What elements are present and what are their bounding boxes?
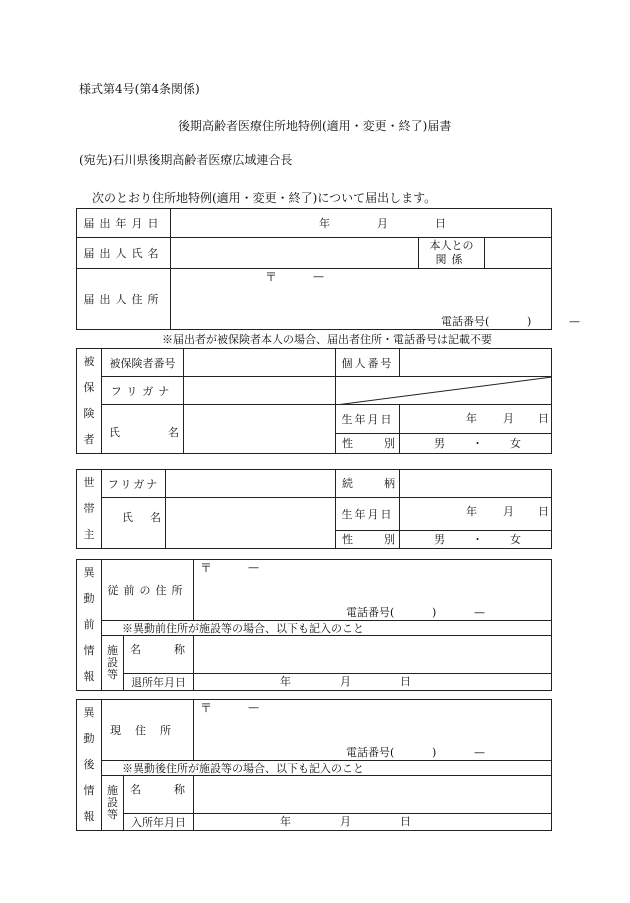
- insured-name-field[interactable]: [184, 405, 336, 454]
- notify-date-label: 届出年月日: [77, 209, 171, 238]
- before-address-field[interactable]: 〒 — 電話番号( ) —: [194, 560, 552, 621]
- notify-day-label: 日: [435, 217, 446, 230]
- before-section-label: 異 動 前 情 報: [77, 560, 102, 691]
- household-sex-field[interactable]: 男 ・ 女: [400, 531, 552, 549]
- before-address-label: 従前の住所: [102, 560, 194, 621]
- before-facility-name-label: 名 称: [124, 636, 194, 674]
- diagonal-blank: [336, 377, 552, 405]
- postal-dash: —: [313, 270, 324, 283]
- household-birth-label: 生年月日: [336, 498, 400, 531]
- after-address-label: 現住所: [102, 700, 194, 761]
- after-note: ※異動後住所が施設等の場合、以下も記入のこと: [122, 762, 364, 775]
- insured-furigana-field[interactable]: [184, 377, 336, 405]
- insured-furigana-label: フリガナ: [102, 377, 184, 405]
- phone-paren: ): [527, 315, 532, 328]
- household-furigana-field[interactable]: [166, 470, 336, 498]
- personal-number-field[interactable]: [400, 349, 552, 377]
- notifier-address-label: 届出人住所: [77, 269, 171, 330]
- notifier-address-field[interactable]: [171, 269, 580, 330]
- after-section-label: 異 動 後 情 報: [77, 700, 102, 831]
- after-facility-name-label: 名 称: [124, 776, 194, 814]
- relation-label: 本人との 関係: [419, 238, 485, 269]
- diagonal-line: [336, 377, 552, 405]
- household-section-label: 世 帯 主: [77, 470, 102, 549]
- household-birth-field[interactable]: 年 月 日: [400, 498, 552, 531]
- phone-label: 電話番号(: [441, 315, 490, 328]
- notify-date-field[interactable]: [171, 209, 552, 238]
- before-date-field[interactable]: 年 月 日: [194, 674, 552, 691]
- before-move-table: [76, 559, 552, 691]
- form-number: 様式第4号(第4条関係): [79, 82, 200, 96]
- after-move-table: [76, 699, 552, 831]
- after-address-field[interactable]: 〒 — 電話番号( ) —: [194, 700, 552, 761]
- insured-section-label: 被 保 険 者: [77, 349, 102, 454]
- insured-number-label: 被保険者番号: [102, 349, 184, 377]
- before-facility-name-field[interactable]: [194, 636, 552, 674]
- personal-number-label: 個人番号: [336, 349, 400, 377]
- notifier-name-label: 届出人氏名: [77, 238, 171, 269]
- phone-dash: —: [569, 315, 580, 328]
- addressee: (宛先)石川県後期高齢者医療広域連合長: [79, 153, 293, 167]
- after-facility-name-field[interactable]: [194, 776, 552, 814]
- insured-sex-label: 性 別: [336, 434, 400, 454]
- notify-year-label: 年: [319, 217, 330, 230]
- insured-table: [76, 348, 552, 454]
- insured-number-field[interactable]: [184, 349, 336, 377]
- insured-birth-label: 生年月日: [336, 405, 400, 434]
- household-furigana-label: フリガナ: [102, 470, 166, 498]
- notifier-table: [76, 208, 580, 330]
- before-note-row: [102, 621, 552, 636]
- after-date-label: 入所年月日: [124, 814, 194, 831]
- insured-birth-field[interactable]: 年 月 日: [400, 405, 552, 434]
- before-date-label: 退所年月日: [124, 674, 194, 691]
- insured-name-label: 氏 名: [102, 405, 184, 454]
- notify-month-label: 月: [377, 217, 388, 230]
- household-name-label: 氏 名: [102, 498, 166, 549]
- household-name-field[interactable]: [166, 498, 336, 549]
- postal-mark: 〒: [265, 270, 278, 284]
- household-sex-label: 性 別: [336, 531, 400, 549]
- notifier-name-field[interactable]: [171, 238, 419, 269]
- before-note: ※異動前住所が施設等の場合、以下も記入のこと: [122, 622, 364, 635]
- after-note-row: [102, 761, 552, 776]
- form-title: 後期高齢者医療住所地特例(適用・変更・終了)届書: [178, 119, 452, 133]
- intro-text: 次のとおり住所地特例(適用・変更・終了)について届出します。: [92, 191, 437, 205]
- household-table: [76, 469, 552, 549]
- household-relation-field[interactable]: [400, 470, 552, 498]
- household-relation-label: 続 柄: [336, 470, 400, 498]
- after-facility-label: 施 設 等: [102, 776, 124, 831]
- after-date-field[interactable]: 年 月 日: [194, 814, 552, 831]
- before-facility-label: 施 設 等: [102, 636, 124, 691]
- relation-field[interactable]: [485, 238, 552, 269]
- insured-sex-field[interactable]: 男 ・ 女: [400, 434, 552, 454]
- notifier-note: ※届出者が被保険者本人の場合、届出者住所・電話番号は記載不要: [162, 333, 492, 346]
